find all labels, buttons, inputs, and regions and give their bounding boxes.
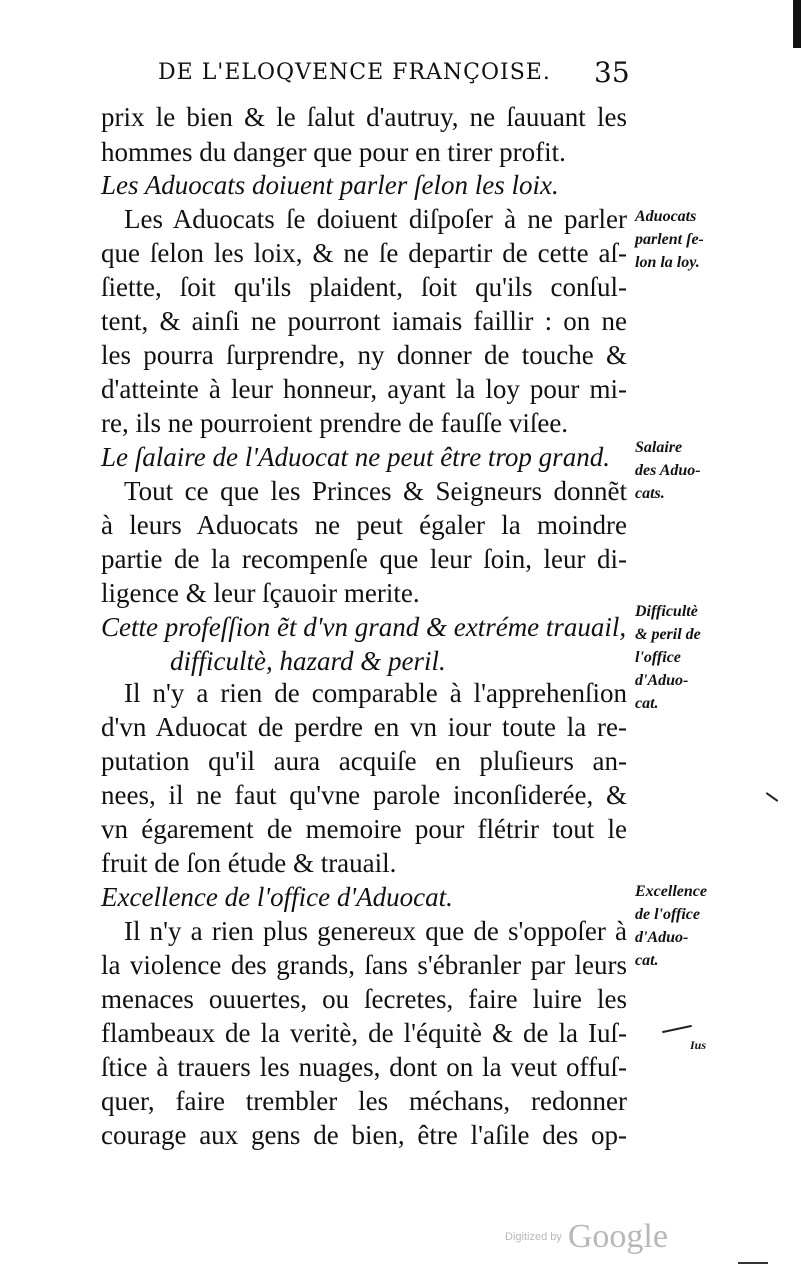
text-line: tent, & ainſi ne pourront iamais faillir : on ne	[101, 306, 627, 336]
ink-smudge	[766, 792, 779, 802]
text-line: Les Aduocats ſe doiuent diſpoſer à ne parler	[124, 204, 627, 234]
text-line: re, ils ne pourroient prendre de fauſſe viſee.	[101, 408, 569, 438]
section-heading: difficultè, hazard & peril.	[170, 646, 446, 676]
text-line: nees, il ne faut qu'vne parole inconſiderée, &	[101, 780, 627, 810]
text-line: à leurs Aduocats ne peut égaler la moindre	[101, 510, 627, 540]
text-line: vn égarement de memoire pour flétrir tout le	[101, 814, 627, 844]
text-line: courage aux gens de bien, être l'aſile des op-	[101, 1120, 627, 1150]
text-line: hommes du danger que pour en tirer profit.	[101, 137, 566, 167]
text-line: Il n'y a rien plus genereux que de s'oppoſer à	[124, 916, 627, 946]
running-header: DE L'ELOQVENCE FRANÇOISE.	[158, 60, 551, 85]
margin-note: Aduocats parlent ſe- lon la loy.	[635, 208, 704, 271]
watermark-prefix: Digitized by	[505, 1231, 562, 1243]
margin-note: Difficultè & peril de l'office d'Aduo- cat.	[635, 603, 701, 712]
margin-note: Salaire des Aduo- cats.	[635, 439, 701, 502]
text-line: fruit de ſon étude & trauail.	[101, 848, 397, 878]
text-line: menaces ouuertes, ou ſecretes, faire luire les	[101, 984, 627, 1014]
text-line: prix le bien & le ſalut d'autruy, ne ſauuant les	[101, 102, 627, 132]
text-line: les pourra ſurprendre, ny donner de touche &	[101, 340, 627, 370]
digitization-watermark	[505, 1218, 668, 1256]
margin-note: Excellence de l'office d'Aduo- cat.	[635, 883, 707, 969]
text-line: ligence & leur ſçauoir merite.	[101, 578, 420, 608]
text-line: Il n'y a rien de comparable à l'apprehenſion	[124, 678, 627, 708]
text-line: ſtice à trauers les nuages, dont on la veut offuſ-	[101, 1052, 627, 1082]
page-number: 35	[594, 56, 630, 89]
text-line: Tout ce que les Princes & Seigneurs donnẽt	[124, 476, 627, 506]
section-heading: Les Aduocats doiuent parler ſelon les loix.	[101, 170, 559, 200]
text-line: d'atteinte à leur honneur, ayant la loy pour mi-	[101, 374, 627, 404]
text-line: partie de la recompenſe que leur ſoin, leur di-	[101, 544, 627, 574]
section-heading: Cette profeſſion ẽt d'vn grand & extréme trauail,	[101, 612, 627, 642]
text-line: que ſelon les loix, & ne ſe departir de cette aſ-	[101, 238, 627, 268]
google-logo-text: Google	[567, 1218, 668, 1255]
text-line: la violence des grands, ſans s'ébranler par leurs	[101, 950, 627, 980]
text-line: putation qu'il aura acquiſe en pluſieurs an-	[101, 746, 627, 776]
margin-note: Ius	[690, 1038, 707, 1052]
text-line: d'vn Aduocat de perdre en vn iour toute la re-	[101, 712, 627, 742]
ink-smudge	[662, 1025, 692, 1033]
section-heading: Le ſalaire de l'Aduocat ne peut être trop grand.	[101, 442, 610, 472]
section-heading: Excellence de l'office d'Aduocat.	[101, 882, 453, 912]
text-line: ſiette, ſoit qu'ils plaident, ſoit qu'ils conſul-	[101, 272, 627, 302]
text-line: flambeaux de la veritè, de l'équitè & de la Iuſ-	[101, 1018, 627, 1048]
footer-rule	[738, 1262, 768, 1264]
scan-edge-mark	[793, 0, 801, 48]
text-line: quer, faire trembler les méchans, redonner	[101, 1086, 627, 1116]
